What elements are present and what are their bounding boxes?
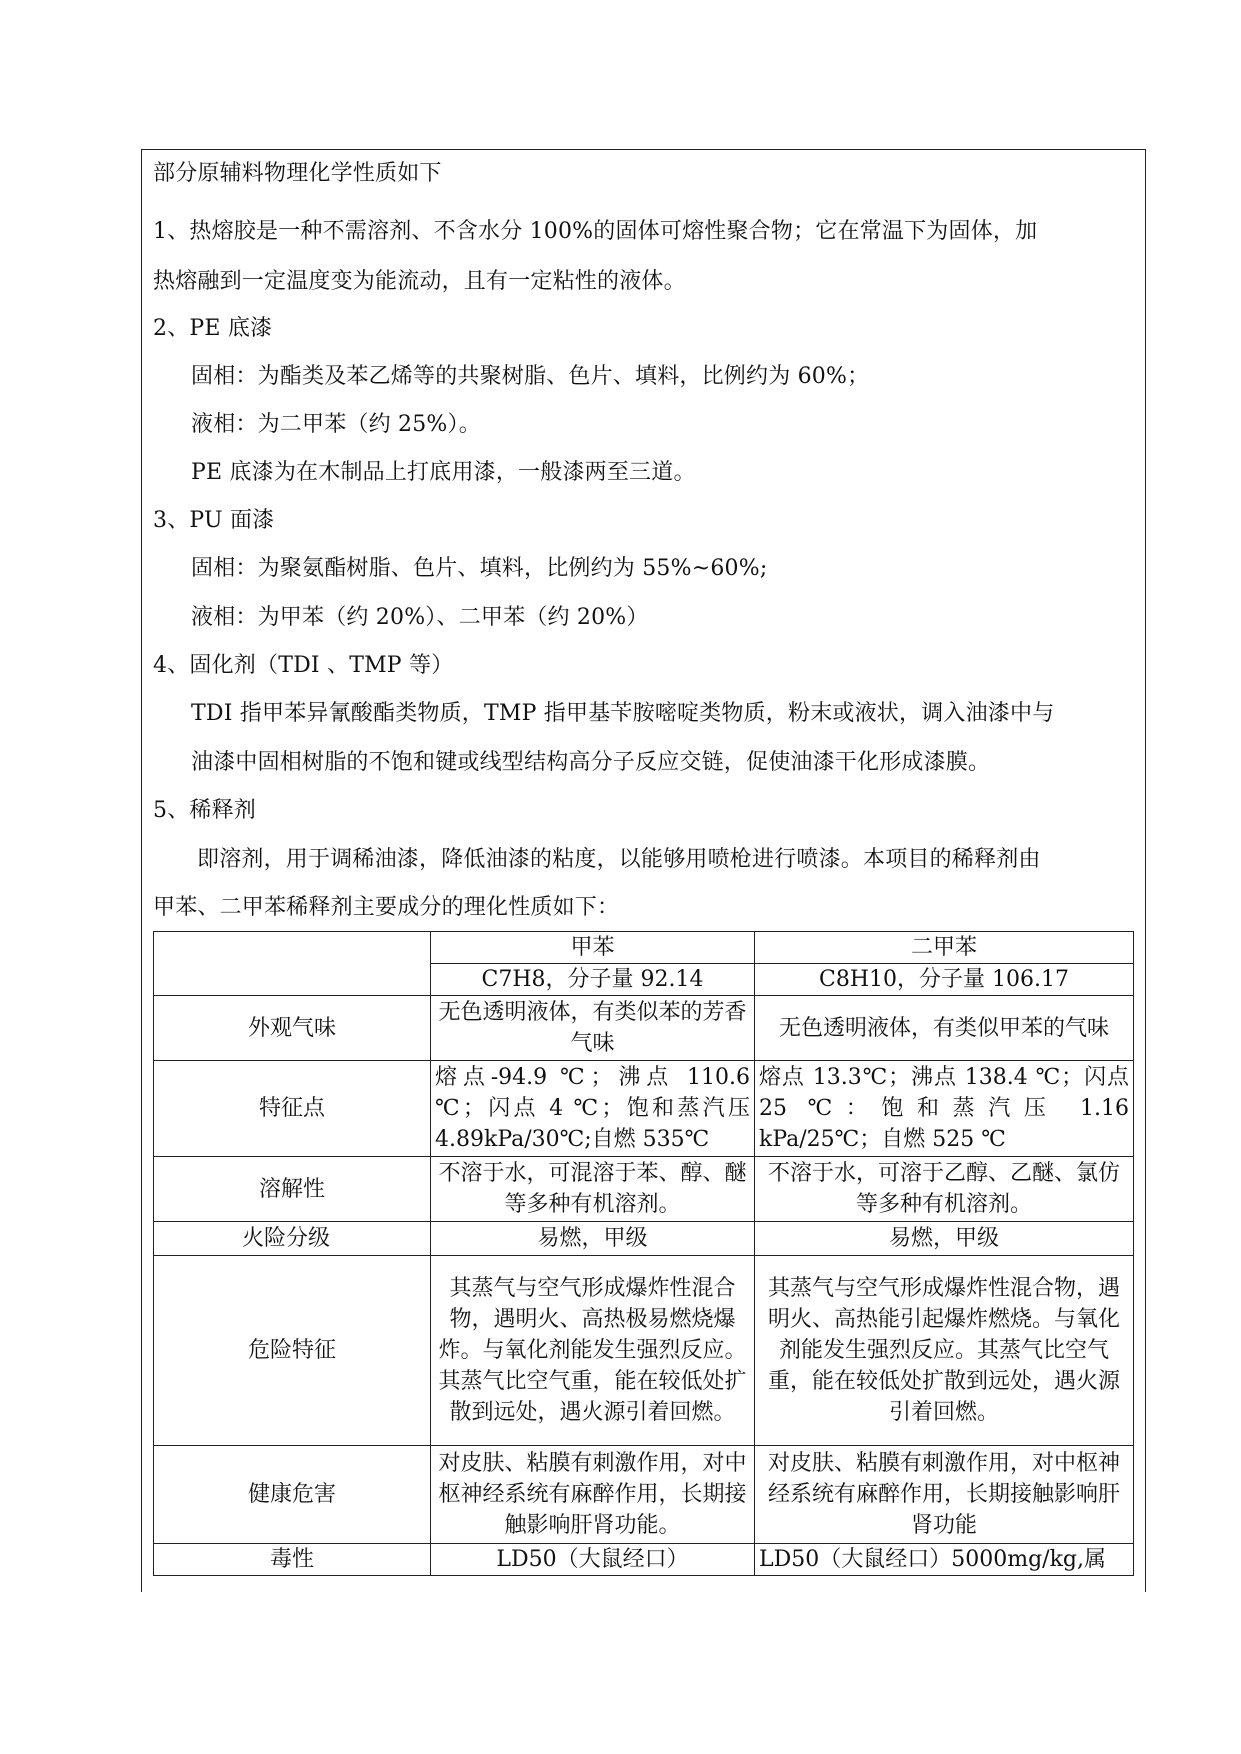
row-label-hazard: 危险特征 xyxy=(154,1256,431,1446)
cell-toxicity-xylene: LD50（大鼠经口）5000mg/kg,属 xyxy=(755,1544,1134,1576)
cell-hazard-xylene: 其蒸气与空气形成爆炸性混合物，遇明火、高热能引起爆炸燃烧。与氧化剂能发生强烈反应。其蒸气比空气重，能在较低处扩散到远处，遇火源引着回燃。 xyxy=(755,1256,1134,1446)
header-toluene: 甲苯 xyxy=(431,932,755,964)
cell-solubility-toluene: 不溶于水，可混溶于苯、醇、醚等多种有机溶剂。 xyxy=(431,1157,755,1222)
solvent-properties-table xyxy=(153,931,1134,1576)
cell-solubility-xylene: 不溶于水，可溶于乙醇、乙醚、氯仿等多种有机溶剂。 xyxy=(755,1157,1134,1222)
item2-liquid: 液相：为二甲苯（约 25%）。 xyxy=(191,412,481,437)
header-xylene: 二甲苯 xyxy=(755,932,1134,964)
table-row xyxy=(154,1256,1134,1446)
table-row xyxy=(154,1157,1134,1222)
item4-line1: TDI 指甲苯异氰酸酯类物质，TMP 指甲基苄胺嘧啶类物质，粉末或液状，调入油漆中与 xyxy=(191,701,1055,726)
row-label-fire-class: 火险分级 xyxy=(154,1222,431,1256)
cell-characteristic-xylene: 熔点 13.3℃；沸点 138.4 ℃；闪点 25 ℃：饱和蒸汽压 1.16 kPa/25℃；自燃 525 ℃ xyxy=(755,1061,1134,1157)
cell-health-xylene: 对皮肤、粘膜有刺激作用，对中枢神经系统有麻醉作用，长期接触影响肝肾功能 xyxy=(755,1446,1134,1544)
cell-toxicity-toluene: LD50（大鼠经口） xyxy=(431,1544,755,1576)
table-row xyxy=(154,1446,1134,1544)
item2-solid: 固相：为酯类及苯乙烯等的共聚树脂、色片、填料，比例约为 60%； xyxy=(191,364,870,389)
item1-line1: 1、热熔胶是一种不需溶剂、不含水分 100%的固体可熔性聚合物；它在常温下为固体，加 xyxy=(153,219,1038,244)
item5-title: 5、稀释剂 xyxy=(153,798,256,823)
item3-liquid: 液相：为甲苯（约 20%）、二甲苯（约 20%） xyxy=(191,605,649,630)
cell-fire-toluene: 易燃，甲级 xyxy=(431,1222,755,1256)
table-row xyxy=(154,1222,1134,1256)
item4-title: 4、固化剂（TDI 、TMP 等） xyxy=(153,653,454,678)
table-corner-cell xyxy=(154,932,431,996)
item3-solid: 固相：为聚氨酯树脂、色片、填料，比例约为 55%~60%; xyxy=(191,556,768,581)
row-label-appearance: 外观气味 xyxy=(154,996,431,1061)
row-label-characteristic: 特征点 xyxy=(154,1061,431,1157)
intro-text: 部分原辅料物理化学性质如下 xyxy=(153,161,442,186)
row-label-solubility: 溶解性 xyxy=(154,1157,431,1222)
formula-xylene: C8H10，分子量 106.17 xyxy=(755,964,1134,996)
table-row xyxy=(154,996,1134,1061)
item2-usage: PE 底漆为在木制品上打底用漆，一般漆两至三道。 xyxy=(191,460,696,485)
table-row xyxy=(154,1544,1134,1576)
formula-toluene: C7H8，分子量 92.14 xyxy=(431,964,755,996)
item5-line1: 即溶剂，用于调稀油漆，降低油漆的粘度，以能够用喷枪进行喷漆。本项目的稀释剂由 xyxy=(197,847,1041,872)
table-row xyxy=(154,932,1134,964)
cell-appearance-xylene: 无色透明液体，有类似甲苯的气味 xyxy=(755,996,1134,1061)
row-label-health: 健康危害 xyxy=(154,1446,431,1544)
cell-fire-xylene: 易燃，甲级 xyxy=(755,1222,1134,1256)
row-label-toxicity: 毒性 xyxy=(154,1544,431,1576)
cell-hazard-toluene: 其蒸气与空气形成爆炸性混合物，遇明火、高热极易燃烧爆炸。与氧化剂能发生强烈反应。其蒸气比空气重，能在较低处扩散到远处，遇火源引着回燃。 xyxy=(431,1256,755,1446)
item3-title: 3、PU 面漆 xyxy=(153,508,275,533)
cell-characteristic-toluene: 熔点-94.9 ℃；沸点 110.6 ℃；闪点 4 ℃；饱和蒸汽压 4.89kPa/30℃;自燃 535℃ xyxy=(431,1061,755,1157)
item4-line2: 油漆中固相树脂的不饱和键或线型结构高分子反应交链，促使油漆干化形成漆膜。 xyxy=(191,750,991,775)
item1-line2: 热熔融到一定温度变为能流动，且有一定粘性的液体。 xyxy=(153,269,686,294)
item2-title: 2、PE 底漆 xyxy=(153,316,273,341)
cell-health-toluene: 对皮肤、粘膜有刺激作用，对中枢神经系统有麻醉作用，长期接触影响肝肾功能。 xyxy=(431,1446,755,1544)
table-row xyxy=(154,1061,1134,1157)
item5-line2: 甲苯、二甲苯稀释剂主要成分的理化性质如下： xyxy=(153,895,620,920)
cell-appearance-toluene: 无色透明液体，有类似苯的芳香气味 xyxy=(431,996,755,1061)
